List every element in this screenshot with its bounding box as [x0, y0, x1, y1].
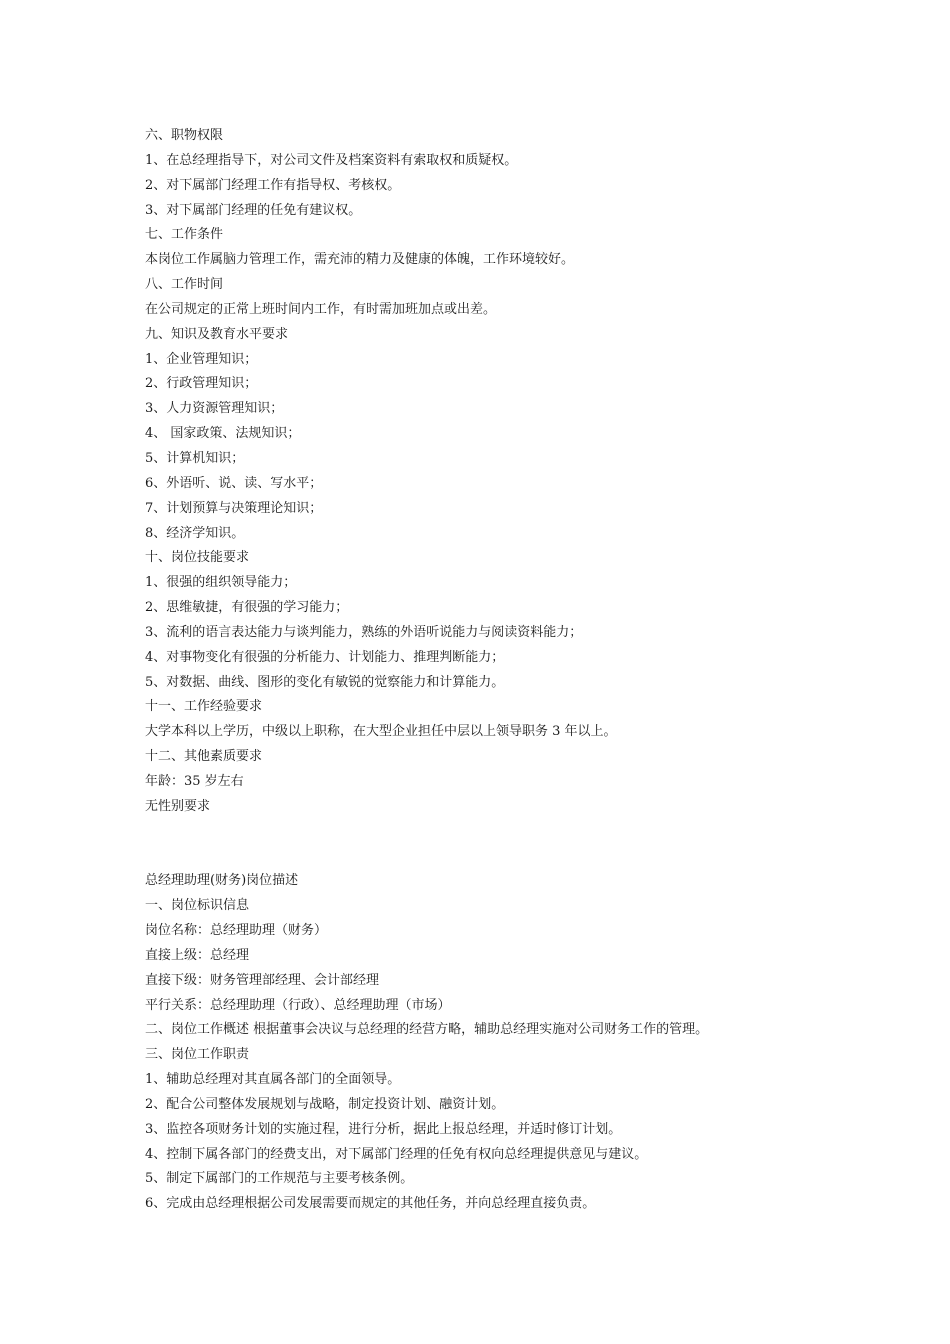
text-line: 3、人力资源管理知识；	[145, 401, 284, 417]
text-line: 直接下级：财务管理部经理、会计部经理	[145, 972, 380, 988]
text-line: 十二、其他素质要求	[145, 749, 263, 765]
text-line: 九、知识及教育水平要求	[145, 326, 289, 342]
text-line: 2、行政管理知识；	[145, 376, 258, 392]
text-line: 1、企业管理知识；	[145, 351, 258, 367]
text-line: 7、计划预算与决策理论知识；	[145, 500, 323, 516]
text-line: 6、完成由总经理根据公司发展需要而规定的其他任务，并向总经理直接负责。	[145, 1196, 596, 1212]
text-line: 4、对事物变化有很强的分析能力、计划能力、推理判断能力；	[145, 649, 505, 665]
text-line: 4、控制下属各部门的经费支出，对下属部门经理的任免有权向总经理提供意见与建议。	[145, 1146, 648, 1162]
text-line: 二、岗位工作概述 根据董事会决议与总经理的经营方略，辅助总经理实施对公司财务工作的管理。	[145, 1022, 709, 1038]
document-page	[145, 124, 925, 1217]
text-line: 平行关系：总经理助理（行政）、总经理助理（市场）	[145, 997, 451, 1013]
text-line: 十一、工作经验要求	[145, 699, 263, 715]
text-line: 直接上级：总经理	[145, 947, 250, 963]
text-line: 总经理助理(财务)岗位描述	[145, 873, 299, 889]
text-line: 1、在总经理指导下，对公司文件及档案资料有索取权和质疑权。	[145, 152, 518, 168]
text-line: 5、制定下属部门的工作规范与主要考核条例。	[145, 1171, 414, 1187]
text-line: 十、岗位技能要求	[145, 550, 250, 566]
text-line: 2、思维敏捷，有很强的学习能力；	[145, 600, 349, 616]
text-line: 5、对数据、曲线、图形的变化有敏锐的觉察能力和计算能力。	[145, 674, 505, 690]
section-gap	[145, 820, 925, 870]
text-line: 大学本科以上学历，中级以上职称，在大型企业担任中层以上领导职务 3 年以上。	[145, 724, 617, 740]
section-job-authority-requirements	[145, 124, 925, 820]
text-line: 6、外语听、说、读、写水平；	[145, 475, 323, 491]
text-line: 4、 国家政策、法规知识；	[145, 426, 301, 442]
text-line: 年龄：35 岁左右	[145, 773, 244, 789]
text-line: 岗位名称：总经理助理（财务）	[145, 923, 328, 938]
text-line: 3、对下属部门经理的任免有建议权。	[145, 202, 362, 218]
text-line: 七、工作条件	[145, 227, 224, 243]
text-line: 一、岗位标识信息	[145, 898, 250, 914]
text-line: 1、辅助总经理对其直属各部门的全面领导。	[145, 1072, 401, 1088]
text-line: 1、很强的组织领导能力；	[145, 575, 297, 591]
text-line: 无性别要求	[145, 798, 211, 814]
text-line: 六、职物权限	[145, 128, 224, 143]
text-line: 5、计算机知识；	[145, 450, 245, 466]
text-line: 2、对下属部门经理工作有指导权、考核权。	[145, 177, 401, 193]
section-finance-assistant-description	[145, 869, 925, 1217]
text-line: 2、配合公司整体发展规划与战略，制定投资计划、融资计划。	[145, 1096, 505, 1112]
text-line: 3、流利的语言表达能力与谈判能力，熟练的外语听说能力与阅读资料能力；	[145, 624, 583, 640]
text-line: 三、岗位工作职责	[145, 1047, 250, 1063]
text-line: 本岗位工作属脑力管理工作，需充沛的精力及健康的体魄，工作环境较好。	[145, 252, 575, 268]
text-line: 在公司规定的正常上班时间内工作，有时需加班加点或出差。	[145, 301, 497, 317]
text-line: 8、经济学知识。	[145, 525, 245, 541]
text-line: 八、工作时间	[145, 277, 224, 293]
text-line: 3、监控各项财务计划的实施过程，进行分析，据此上报总经理，并适时修订计划。	[145, 1121, 622, 1137]
